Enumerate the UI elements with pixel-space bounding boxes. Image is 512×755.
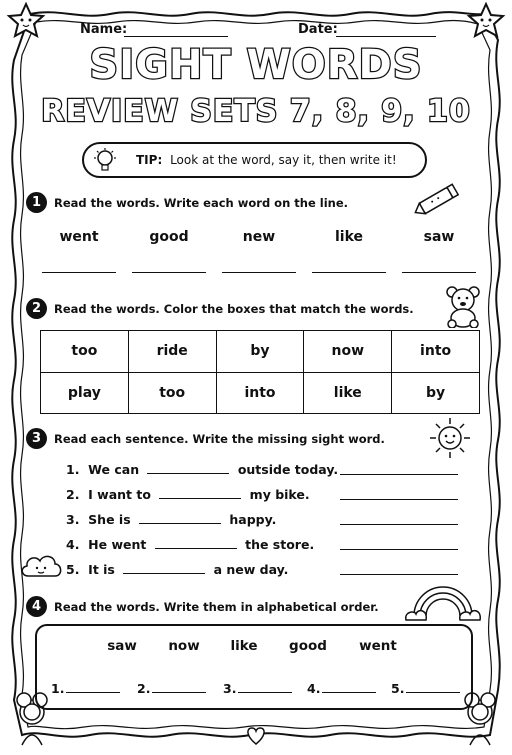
pencil-icon bbox=[410, 182, 464, 218]
alpha-word: saw bbox=[107, 638, 137, 654]
page-subtitle: REVIEW SETS 7, 8, 9, 10 bbox=[41, 94, 471, 129]
grid-cell[interactable]: by bbox=[392, 372, 480, 414]
grid-cell[interactable]: too bbox=[41, 331, 129, 373]
alpha-word: like bbox=[230, 638, 258, 654]
section-1-answer-line[interactable] bbox=[222, 272, 296, 273]
section-2-instruction: Read the words. Color the boxes that match the words. bbox=[54, 302, 414, 316]
sentence-answer-line[interactable] bbox=[340, 499, 458, 500]
cloud-icon bbox=[18, 550, 64, 580]
sentence-blank[interactable] bbox=[159, 486, 241, 499]
section-1-answer-line[interactable] bbox=[132, 272, 206, 273]
sentence-answer-line[interactable] bbox=[340, 549, 458, 550]
name-line[interactable] bbox=[124, 22, 228, 37]
alpha-word: now bbox=[168, 638, 200, 654]
grid-cell[interactable]: play bbox=[41, 372, 129, 414]
section-1-word: like bbox=[334, 229, 364, 245]
sentence-4: 4. He went the store. bbox=[66, 537, 315, 552]
grid-cell[interactable]: like bbox=[304, 372, 392, 414]
alpha-blank[interactable]: 3. bbox=[223, 680, 292, 696]
heart-icon bbox=[248, 728, 264, 744]
alpha-word: went bbox=[359, 638, 397, 654]
sentence-blank[interactable] bbox=[123, 561, 205, 574]
sentence-5: 5. It is a new day. bbox=[66, 562, 289, 577]
grid-cell[interactable]: ride bbox=[128, 331, 216, 373]
grid-cell[interactable]: into bbox=[392, 331, 480, 373]
table-row bbox=[41, 372, 480, 414]
sun-icon bbox=[428, 416, 472, 460]
date-line[interactable] bbox=[336, 22, 436, 37]
section-1-number: 1 bbox=[26, 192, 47, 213]
sentence-answer-line[interactable] bbox=[340, 574, 458, 575]
sentence-2: 2. I want to my bike. bbox=[66, 487, 310, 502]
page-title: SIGHT WORDS bbox=[89, 42, 423, 88]
sentence-blank[interactable] bbox=[147, 461, 229, 474]
tip-label: TIP: bbox=[136, 153, 163, 167]
grid-cell[interactable]: by bbox=[216, 331, 304, 373]
section-1-word: saw bbox=[423, 229, 455, 245]
sentence-1: 1. We can outside today. bbox=[66, 462, 339, 477]
section-1-instruction: Read the words. Write each word on the line. bbox=[54, 196, 348, 210]
lightbulb-icon bbox=[92, 147, 118, 175]
table-row bbox=[41, 331, 480, 373]
section-2-number: 2 bbox=[26, 298, 47, 319]
section-3-instruction: Read each sentence. Write the missing sight word. bbox=[54, 432, 385, 446]
grid-cell[interactable]: into bbox=[216, 372, 304, 414]
sentence-blank[interactable] bbox=[155, 536, 237, 549]
sentence-blank[interactable] bbox=[139, 511, 221, 524]
teddy-bear-icon bbox=[440, 284, 486, 328]
section-4-number: 4 bbox=[26, 596, 47, 617]
section-1-word: new bbox=[242, 229, 276, 245]
sentence-3: 3. She is happy. bbox=[66, 512, 277, 527]
grid-cell[interactable]: now bbox=[304, 331, 392, 373]
alpha-blank[interactable]: 5. bbox=[391, 680, 460, 696]
name-label: Name: bbox=[80, 22, 128, 37]
section-4-instruction: Read the words. Write them in alphabetical order. bbox=[54, 600, 379, 614]
tip-text: Look at the word, say it, then write it! bbox=[170, 153, 397, 167]
sentence-answer-line[interactable] bbox=[340, 524, 458, 525]
sentence-answer-line[interactable] bbox=[340, 474, 458, 475]
tip-box bbox=[82, 142, 427, 178]
rainbow-icon bbox=[404, 582, 482, 622]
grid-cell[interactable]: too bbox=[128, 372, 216, 414]
word-grid bbox=[40, 330, 480, 414]
alpha-word: good bbox=[289, 638, 327, 654]
section-1-word: good bbox=[149, 229, 189, 245]
section-1-answer-line[interactable] bbox=[402, 272, 476, 273]
date-label: Date: bbox=[298, 22, 338, 37]
alpha-blank[interactable]: 2. bbox=[137, 680, 206, 696]
section-1-word: went bbox=[59, 229, 99, 245]
star-icon bbox=[469, 4, 503, 36]
alpha-blank[interactable]: 4. bbox=[307, 680, 376, 696]
alpha-blank[interactable]: 1. bbox=[51, 680, 120, 696]
section-1-answer-line[interactable] bbox=[42, 272, 116, 273]
alphabetical-order-box bbox=[35, 624, 473, 710]
star-icon bbox=[9, 4, 43, 36]
section-1-answer-line[interactable] bbox=[312, 272, 386, 273]
section-3-number: 3 bbox=[26, 428, 47, 449]
